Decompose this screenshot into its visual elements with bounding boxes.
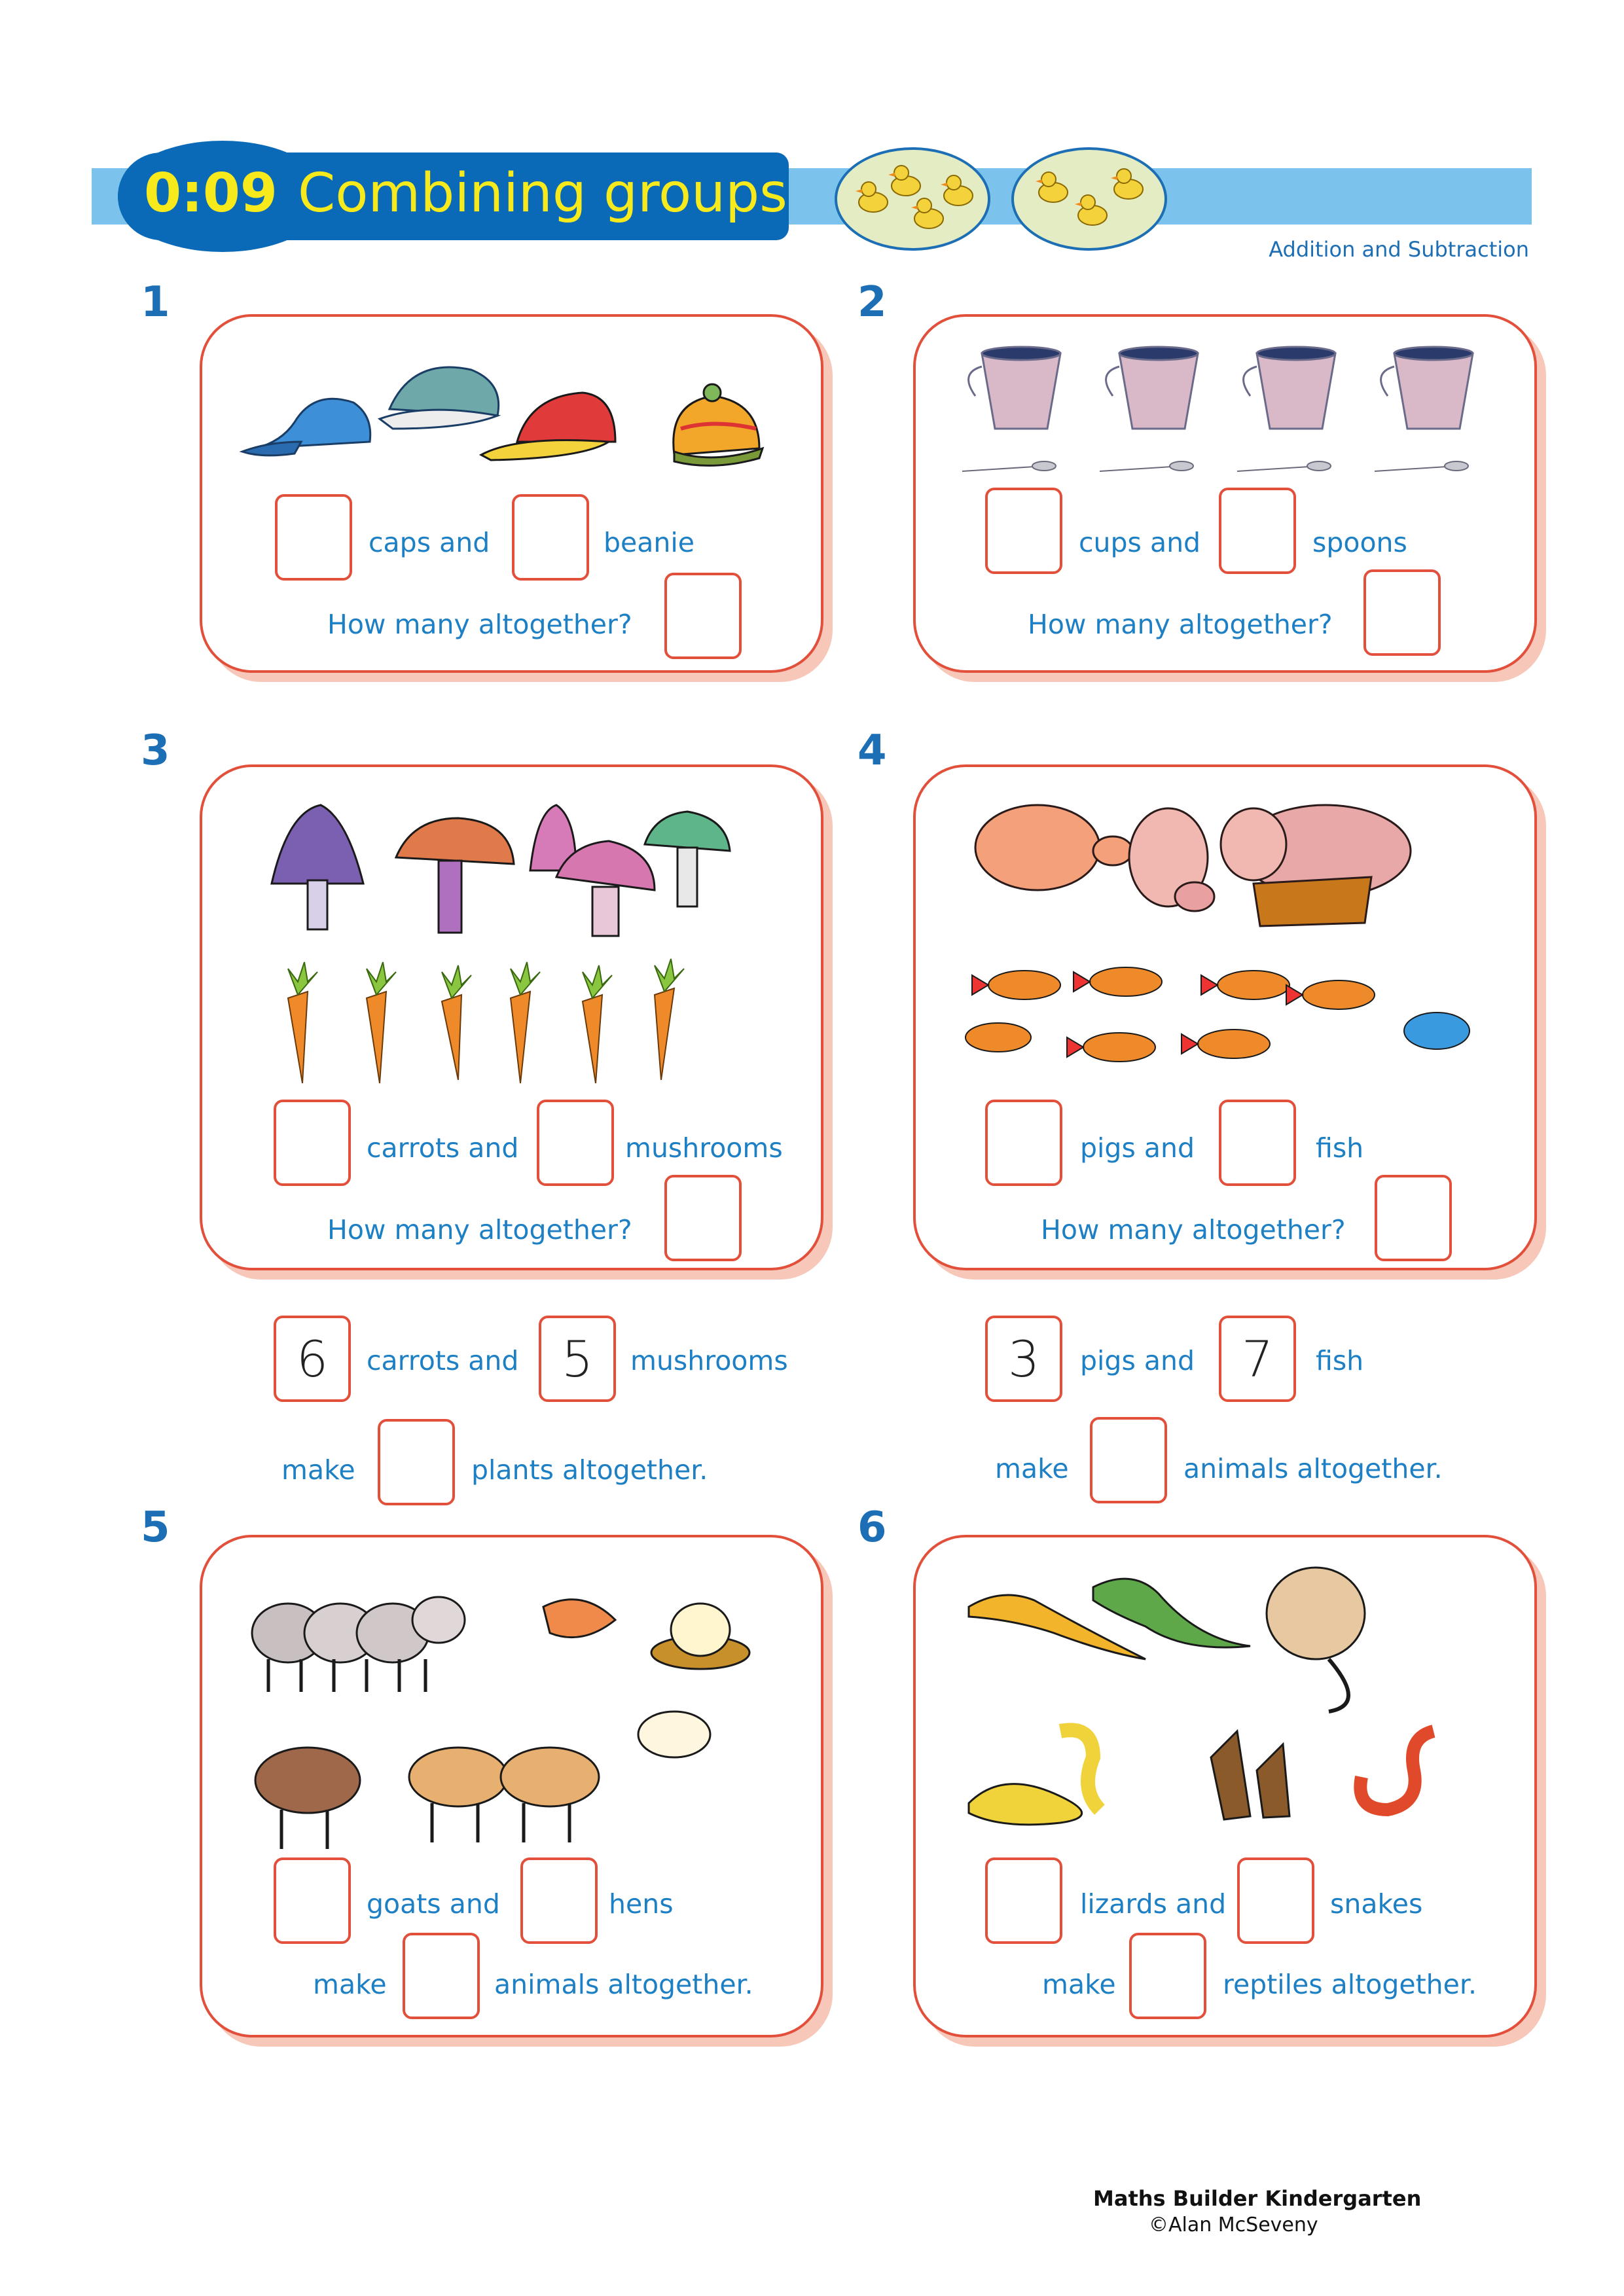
answer-box-6a[interactable] <box>985 1857 1062 1944</box>
plants-altogether-label: plants altogether. <box>471 1454 708 1486</box>
pigs-label: pigs and <box>1080 1132 1195 1164</box>
worked-box-4a: 3 <box>985 1316 1062 1402</box>
worked-pigs-label: pigs and <box>1080 1345 1195 1376</box>
answer-box-plants-total[interactable] <box>378 1419 455 1505</box>
reptiles-altogether-label: reptiles altogether. <box>1223 1969 1477 2000</box>
goats-label: goats and <box>367 1888 500 1920</box>
lizards-label: lizards and <box>1080 1888 1227 1920</box>
answer-box-3a[interactable] <box>274 1100 351 1186</box>
mushrooms-label: mushrooms <box>625 1132 783 1164</box>
answer-box-6b[interactable] <box>1237 1857 1314 1944</box>
answer-box-3b[interactable] <box>537 1100 614 1186</box>
pigs-and-fish-illustration <box>965 785 1489 1086</box>
answer-box-4a[interactable] <box>985 1100 1062 1186</box>
goats-and-hens-illustration <box>242 1568 785 1862</box>
worked-make-label-3: make <box>281 1454 355 1486</box>
question-number-2: 2 <box>857 278 887 327</box>
answer-box-6-total[interactable] <box>1129 1933 1206 2019</box>
caps-label: caps and <box>369 527 490 558</box>
worked-make-label-4: make <box>995 1453 1069 1484</box>
question-number-5: 5 <box>141 1503 170 1552</box>
hens-label: hens <box>609 1888 674 1920</box>
make-label-5: make <box>313 1969 387 2000</box>
answer-box-5a[interactable] <box>274 1857 351 1944</box>
worked-fish-label: fish <box>1316 1345 1364 1376</box>
answer-box-animals-total-4[interactable] <box>1090 1417 1167 1503</box>
mushrooms-and-carrots-illustration <box>268 792 746 1086</box>
worked-box-3b: 5 <box>539 1316 616 1402</box>
answer-box-4-total[interactable] <box>1375 1175 1452 1261</box>
altogether-prompt-4: How many altogether? <box>1041 1214 1346 1246</box>
snakes-label: snakes <box>1330 1888 1423 1920</box>
subject-label: Addition and Subtraction <box>1269 237 1529 262</box>
beanie-label: beanie <box>604 527 695 558</box>
worked-box-3a: 6 <box>274 1316 351 1402</box>
answer-box-4b[interactable] <box>1219 1100 1296 1186</box>
answer-box-2b[interactable] <box>1219 488 1296 574</box>
altogether-prompt-3: How many altogether? <box>327 1214 632 1246</box>
question-number-4: 4 <box>857 726 887 775</box>
worked-carrots-label: carrots and <box>367 1345 519 1376</box>
answer-box-1b[interactable] <box>512 494 589 581</box>
book-title: Maths Builder Kindergarten <box>1093 2186 1422 2211</box>
copyright: ©Alan McSeveny <box>1149 2214 1318 2236</box>
question-number-1: 1 <box>141 278 170 327</box>
answer-box-2-total[interactable] <box>1363 569 1441 656</box>
question-number-3: 3 <box>141 726 170 775</box>
lizards-and-snakes-illustration <box>962 1561 1486 1856</box>
answer-box-5b[interactable] <box>520 1857 598 1944</box>
worked-mushrooms-label: mushrooms <box>630 1345 788 1376</box>
ducks-illustration-right <box>1011 147 1167 251</box>
answer-box-2a[interactable] <box>985 488 1062 574</box>
answer-box-5-total[interactable] <box>403 1933 480 2019</box>
cups-label: cups and <box>1079 527 1201 558</box>
answer-box-1a[interactable] <box>275 494 352 581</box>
spoons-label: spoons <box>1312 527 1407 558</box>
make-label-6: make <box>1042 1969 1116 2000</box>
ducks-illustration-left <box>835 147 990 251</box>
cups-and-spoons-illustration <box>956 344 1492 488</box>
worked-box-4b: 7 <box>1219 1316 1296 1402</box>
answer-box-3-total[interactable] <box>664 1175 742 1261</box>
lesson-code: 0:09 <box>144 162 278 224</box>
carrots-label: carrots and <box>367 1132 519 1164</box>
caps-and-beanie-illustration <box>242 344 766 468</box>
altogether-prompt-2: How many altogether? <box>1028 609 1333 640</box>
answer-box-1-total[interactable] <box>664 573 742 659</box>
animals-altogether-label-4: animals altogether. <box>1183 1453 1443 1484</box>
page-title: Combining groups <box>298 162 787 224</box>
altogether-prompt-1: How many altogether? <box>327 609 632 640</box>
animals-altogether-label-5: animals altogether. <box>494 1969 753 2000</box>
question-number-6: 6 <box>857 1503 887 1552</box>
fish-label: fish <box>1316 1132 1364 1164</box>
